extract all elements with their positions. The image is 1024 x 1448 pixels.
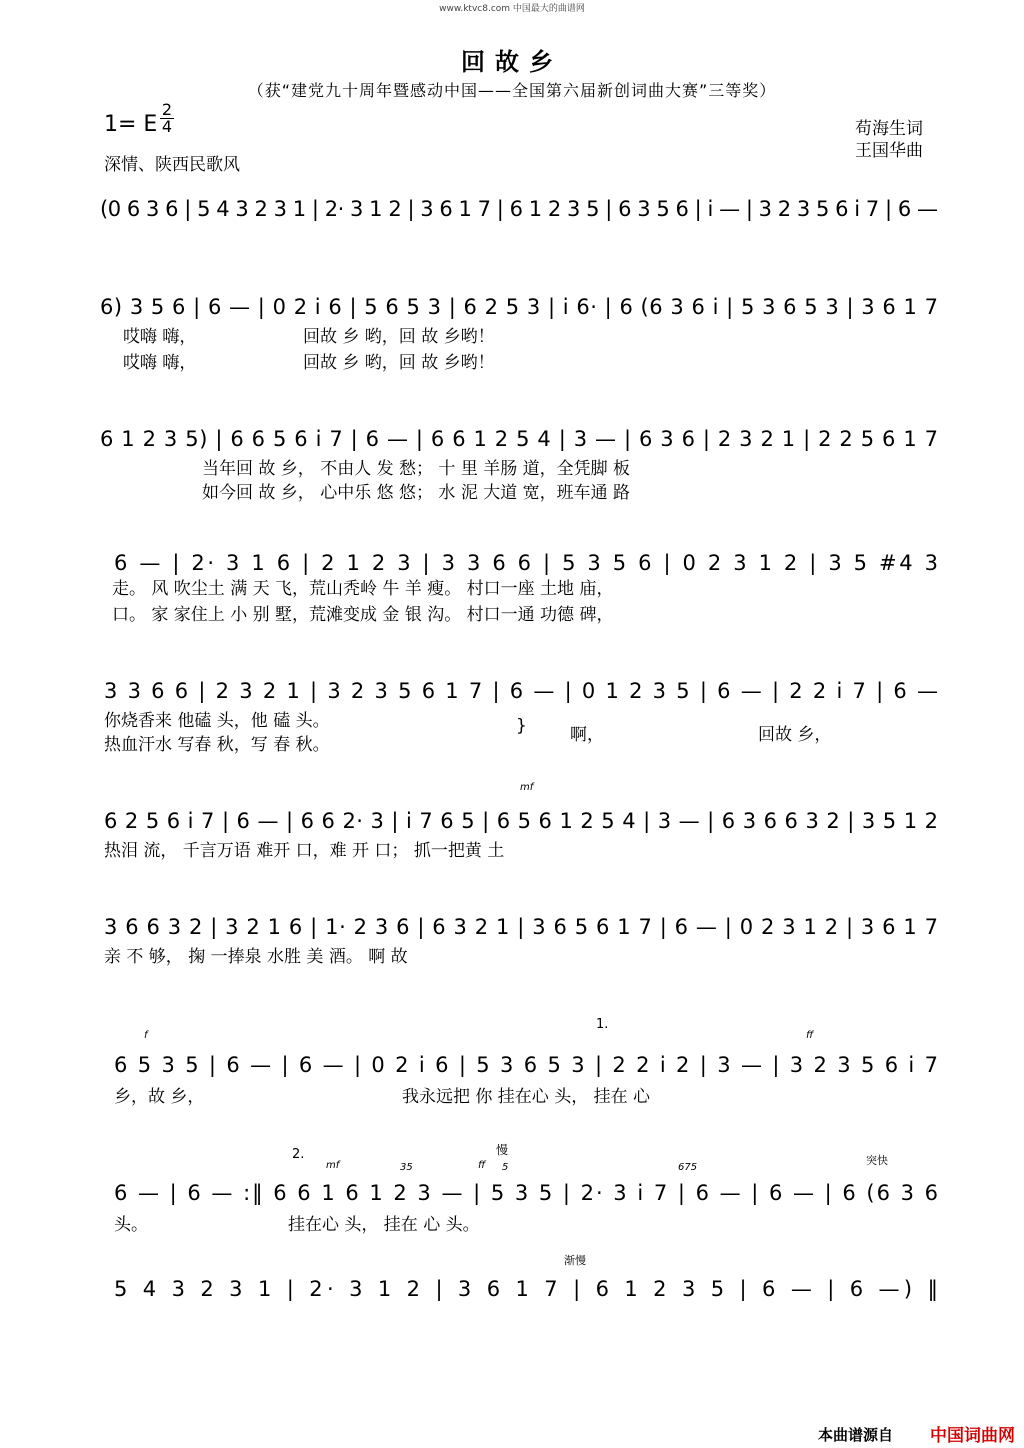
lyric-row-7: 亲 不 够， 掬 一捧泉 水胜 美 酒。 啊 故	[104, 947, 408, 967]
staff-svg	[0, 286, 1024, 326]
lyric-row-6: 热泪 流， 千言万语 难开 口，难 开 口； 抓一把黄 土	[104, 841, 505, 861]
notes-row-10: 5 4 3 2 3 1 | 2· 3 1 2 | 3 6 1 7 | 6 1 2 3 5 | 6 — | 6 —) ‖	[114, 1277, 938, 1301]
staff-svg	[0, 670, 1024, 710]
lyric-row-2-v1-a: 哎嗨 嗨，	[123, 327, 197, 347]
verse-brace: }	[516, 716, 527, 736]
score-row-8	[0, 1017, 1024, 1189]
staff-svg	[0, 418, 1024, 458]
grace-5: 5	[502, 1162, 509, 1173]
tempo-gradual-slow: 渐慢	[564, 1254, 586, 1267]
volta-2: 2.	[292, 1147, 305, 1162]
lyric-row-5-return: 回故 乡，	[758, 725, 832, 745]
staff-svg	[0, 782, 1024, 840]
notes-row-5: 3 3 6 6 | 2 3 2 1 | 3 2 3 5 6 1 7 | 6 — | 0 1 2 3 5 | 6 — | 2 2 i 7 | 6 —	[104, 679, 939, 703]
site-header: www.ktvc8.com 中国最大的曲谱网	[439, 4, 585, 14]
score-row-10	[0, 1254, 1024, 1413]
staff-svg	[0, 1143, 1024, 1212]
lyric-row-5-ah: 啊，	[570, 725, 604, 745]
notes-row-7: 3 6 6 3 2 | 3 2 1 6 | 1· 2 3 6 | 6 3 2 1 | 3 6 5 6 1 7 | 6 — | 0 2 3 1 2 | 3 6 1 7	[104, 915, 938, 939]
lyric-row-5-v2: 热血汗水 写春 秋，写 春 秋。	[104, 735, 330, 755]
footer-source: 本曲谱源自	[818, 1426, 894, 1444]
dynamic-ff: ff	[806, 1030, 814, 1041]
notes-row-6: 6 2 5 6 i 7 | 6 — | 6 6 2· 3 | i 7 6 5 | 6 5 6 1 2 5 4 | 3 — | 6 3 6 6 3 2 | 3 5 1 2	[104, 809, 938, 833]
dynamic-ff-2: ff	[478, 1160, 486, 1171]
dynamic-mf-2: mf	[326, 1160, 340, 1171]
time-signature	[160, 102, 174, 135]
staff-svg	[0, 906, 1024, 946]
score-row-7	[0, 906, 1024, 1051]
volta-1: 1.	[596, 1017, 609, 1032]
notes-row-2: 6) 3 5 6 | 6 — | 0 2 i 6 | 5 6 5 3 | 6 2 5 3 | i 6· | 6 (6 3 6 i | 5 3 6 5 3 | 3 6 1 7	[100, 295, 938, 319]
notes-row-9: 6 — | 6 — :‖ 6 6 1 6 1 2 3 — | 5 3 5 | 2· 3 i 7 | 6 — | 6 — | 6 (6 3 6	[114, 1181, 938, 1205]
song-title: 回故乡	[461, 48, 563, 76]
lyric-row-2-v1-b: 回故 乡 哟，回 故 乡哟！	[303, 327, 495, 347]
lyric-row-2-v2-b: 回故 乡 哟，回 故 乡哟！	[303, 353, 495, 373]
staff-svg	[0, 1017, 1024, 1084]
dynamic-mf: mf	[520, 782, 534, 793]
staff-svg	[0, 188, 1024, 228]
grace-675: 675	[678, 1162, 698, 1173]
staff-svg	[0, 1254, 1024, 1308]
notes-row-4: 6 — | 2· 3 1 6 | 2 1 2 3 | 3 3 6 6 | 5 3 5 6 | 0 2 3 1 2 | 3 5 #4 3	[114, 551, 938, 575]
lyric-row-3-v2: 如今回 故 乡， 心中乐 悠 悠； 水 泥 大道 宽，班车通 路	[202, 483, 631, 503]
lyric-row-2-v2-a: 哎嗨 嗨，	[123, 353, 197, 373]
score-row-5	[0, 670, 1024, 815]
lyric-row-8-b: 我永远把 你 挂在心 头， 挂在 心	[402, 1087, 651, 1107]
notes-row-3: 6 1 2 3 5) | 6 6 5 6 i 7 | 6 — | 6 6 1 2 5 4 | 3 — | 6 3 6 | 2 3 2 1 | 2 2 5 6 1 7	[100, 427, 939, 451]
notes-row-1: (0 6 3 6 | 5 4 3 2 3 1 | 2· 3 1 2 | 3 6 1 7 | 6 1 2 3 5 | 6 3 5 6 | i — | 3 2 3 5 6 i 7 | 6 —	[100, 197, 939, 221]
lyricist-credit: 苟海生词	[855, 119, 923, 139]
grace-35: 35	[400, 1162, 413, 1173]
lyric-row-9-a: 头。	[114, 1215, 148, 1235]
meter-bottom: 4	[161, 117, 173, 136]
tempo-slow: 慢	[496, 1143, 509, 1157]
lyric-row-5-v1: 你烧香来 他磕 头，他 磕 头。	[104, 711, 330, 731]
lyric-row-3-v1: 当年回 故 乡， 不由人 发 愁； 十 里 羊肠 道，全凭脚 板	[202, 459, 631, 479]
composer-credit: 王国华曲	[855, 141, 923, 161]
song-subtitle: （获“建党九十周年暨感动中国——全国第六届新创词曲大赛”三等奖）	[247, 81, 777, 100]
lyric-row-4-v2: 口。 家 家住上 小 别 墅，荒滩变成 金 银 沟。 村口一通 功德 碑，	[112, 605, 614, 625]
style-marking: 深情、陕西民歌风	[104, 155, 240, 175]
lyric-row-4-v1: 走。 风 吹尘土 满 天 飞，荒山秃岭 牛 羊 瘦。 村口一座 土地 庙，	[112, 579, 614, 599]
tempo-sudden-fast: 突快	[866, 1154, 888, 1167]
lyric-row-9-b: 挂在心 头， 挂在 心 头。	[288, 1215, 480, 1235]
dynamic-f: f	[144, 1030, 148, 1041]
key-signature: 1= E	[104, 112, 158, 137]
notes-row-8: 6 5 3 5 | 6 — | 6 — | 0 2 i 6 | 5 3 6 5 3 | 2 2 i 2 | 3 — | 3 2 3 5 6 i 7	[114, 1053, 939, 1077]
score-row-4	[0, 542, 1024, 687]
meter-top: 2	[161, 100, 173, 119]
lyric-row-8-a: 乡，故 乡，	[114, 1087, 205, 1107]
score-row-2	[0, 286, 1024, 431]
footer-site-link[interactable]: 中国词曲网	[930, 1426, 1015, 1446]
